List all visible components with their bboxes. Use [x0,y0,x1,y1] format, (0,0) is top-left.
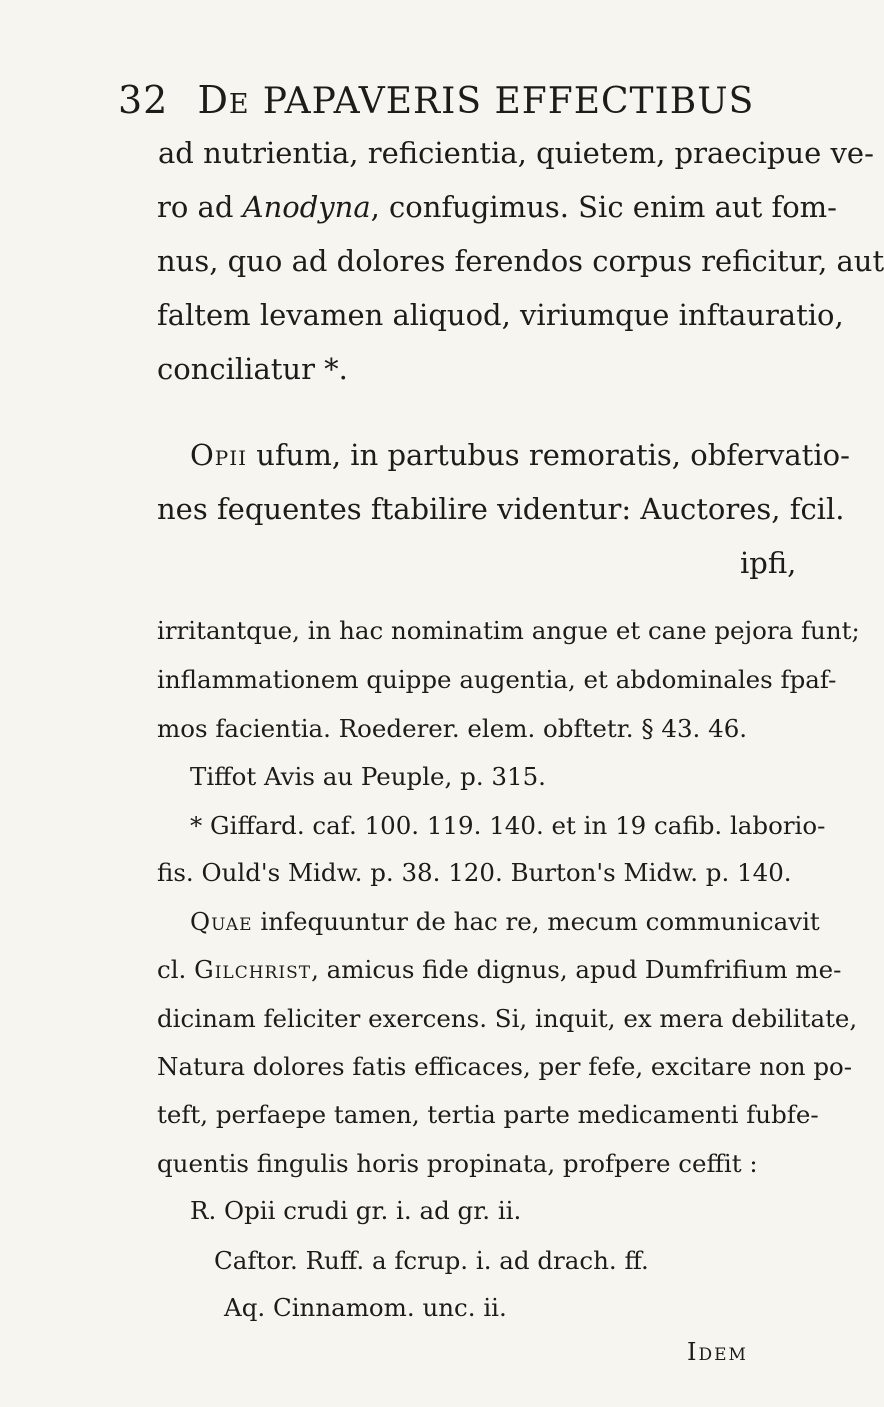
small-caps-term: Quae [190,907,253,936]
footnote-line [157,955,841,984]
recipe-line: R. Opii crudi gr. i. ad gr. ii. [190,1196,522,1225]
footnote-line: * Giffard. caf. 100. 119. 140. et in 19 cafib. laborio- [190,811,826,840]
text-fragment: , amicus fide dignus, apud Dumfrifium me- [311,955,842,984]
text-line: conciliatur *. [157,352,348,386]
footnote-catchword: Idem [687,1338,748,1366]
text-line: faltem levamen aliquod, viriumque inftauratio, [157,298,844,332]
footnote-line: Tiffot Avis au Peuple, p. 315. [190,762,546,791]
catchword: ipfi, [740,546,797,580]
text-line: ad nutrientia, reficientia, quietem, praecipue ve- [158,136,874,170]
text-line [157,190,837,224]
footnote-line: fis. Ould's Midw. p. 38. 120. Burton's Midw. p. 140. [157,858,792,887]
footnote-line: dicinam feliciter exercens. Si, inquit, ex mera debilitate, [157,1004,858,1033]
header-title-prefix: De [197,78,250,122]
running-header [118,78,754,122]
header-title: PAPAVERIS EFFECTIBUS [262,81,755,122]
text-fragment: , confugimus. Sic enim aut fom- [370,190,837,224]
text-fragment: ro ad [157,190,243,224]
page-number: 32 [118,78,169,122]
footnote-line: quentis fingulis horis propinata, profpere ceffit : [157,1149,758,1178]
footnote-line: teft, perfaepe tamen, tertia parte medicamenti fubfe- [157,1100,819,1129]
text-fragment: cl. [157,955,195,984]
small-caps-term: Opii [190,438,248,472]
footnote-line: Natura dolores fatis efficaces, per fefe, excitare non po- [157,1052,853,1081]
recipe-line: Aq. Cinnamom. unc. ii. [224,1293,507,1322]
text-fragment: ufum, in partubus remoratis, obfervatio- [247,438,850,472]
text-fragment: infequuntur de hac re, mecum communicavit [252,907,820,936]
footnote-line: mos facientia. Roederer. elem. obftetr. § 43. 46. [157,714,748,743]
text-line [190,438,850,472]
italic-term: Anodyna [242,190,371,224]
text-line: nus, quo ad dolores ferendos corpus reficitur, aut [157,244,884,278]
small-caps-term: Gilchrist [194,955,312,984]
recipe-line: Caftor. Ruff. a fcrup. i. ad drach. ff. [214,1246,649,1275]
footnote-line [190,907,820,936]
footnote-line: irritantque, in hac nominatim angue et cane pejora funt; [157,616,860,645]
text-line: nes fequentes ftabilire videntur: Auctores, fcil. [157,492,845,526]
footnote-line: inflammationem quippe augentia, et abdominales fpaf- [157,665,837,694]
